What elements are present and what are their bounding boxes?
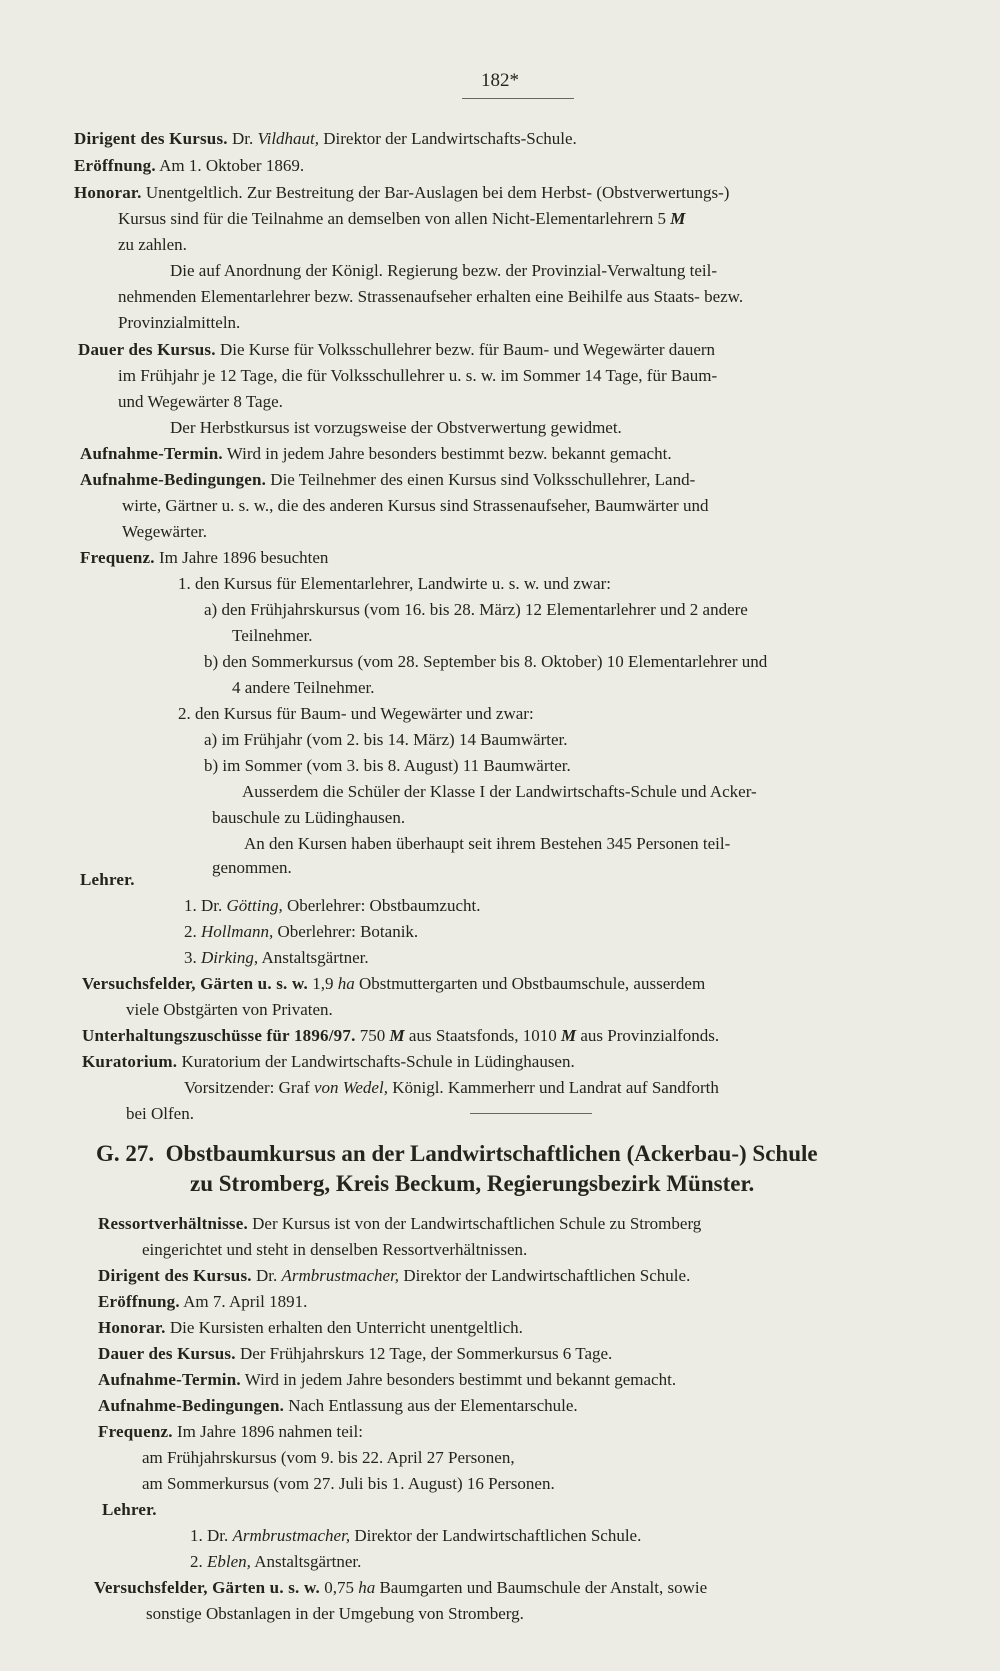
text-line: zu zahlen. xyxy=(118,235,187,254)
label: Dirigent des Kursus. xyxy=(74,129,228,148)
label: Eröffnung. xyxy=(98,1292,180,1311)
section-number: G. 27. xyxy=(96,1141,155,1166)
text-line: im Frühjahr je 12 Tage, die für Volksschullehrer u. s. w. im Sommer 14 Tage, für Baum- xyxy=(118,366,718,385)
teacher-item: 1. Dr. Götting, Oberlehrer: Obstbaumzucht. xyxy=(184,896,481,915)
person-name: Götting, xyxy=(226,896,283,915)
label: Eröffnung. xyxy=(74,156,156,175)
unit: ha xyxy=(337,974,355,993)
sec2-ressort-line: Ressortverhältnisse. Der Kursus ist von der Landwirtschaftlichen Schule zu Stromberg xyxy=(98,1214,702,1233)
person-name: von Wedel, xyxy=(313,1078,388,1097)
text-line: Vorsitzender: Graf von Wedel, Königl. Kammerherr und Landrat auf Sandforth xyxy=(184,1078,719,1097)
text-line: Der Herbstkursus ist vorzugsweise der Obstverwertung gewidmet. xyxy=(170,418,622,437)
text-line: Teilnehmer. xyxy=(232,626,313,645)
section-divider xyxy=(470,1113,592,1114)
text-line: Wegewärter. xyxy=(122,522,207,541)
section-heading xyxy=(96,1140,818,1168)
sec1-lehrer-line xyxy=(80,870,135,890)
mark-symbol: M xyxy=(670,209,686,228)
text-line: Provinzialmitteln. xyxy=(118,313,241,332)
list-item: b) im Sommer (vom 3. bis 8. August) 11 Baumwärter. xyxy=(204,756,571,775)
text-line: und Wegewärter 8 Tage. xyxy=(118,392,283,411)
text-line: bei Olfen. xyxy=(126,1104,194,1123)
text-line: eingerichtet und steht in denselben Ressortverhältnissen. xyxy=(142,1240,528,1259)
label: Frequenz. xyxy=(80,548,155,567)
text-line: An den Kursen haben überhaupt seit ihrem Bestehen 345 Personen teil- xyxy=(244,834,731,853)
list-item: a) den Frühjahrskursus (vom 16. bis 28. März) 12 Elementarlehrer und 2 andere xyxy=(204,600,748,619)
sec1-frequenz-line: Frequenz. Im Jahre 1896 besuchten xyxy=(80,548,329,567)
text-line: wirte, Gärtner u. s. w., die des anderen Kursus sind Strassenaufseher, Baumwärter und xyxy=(122,496,709,515)
label: Lehrer. xyxy=(102,1500,157,1519)
sec2-frequenz-line: Frequenz. Im Jahre 1896 nahmen teil: xyxy=(98,1422,363,1441)
person-name: Hollmann, xyxy=(201,922,274,941)
sec2-honorar-line: Honorar. Die Kursisten erhalten den Unterricht unentgeltlich. xyxy=(98,1318,523,1337)
sec1-aufnahme-bedingungen-line: Aufnahme-Bedingungen. Die Teilnehmer des einen Kursus sind Volksschullehrer, Land- xyxy=(80,470,696,489)
text-line: 4 andere Teilnehmer. xyxy=(232,678,375,697)
text-line: genommen. xyxy=(212,858,292,877)
label: Frequenz. xyxy=(98,1422,173,1441)
label: Lehrer. xyxy=(80,870,135,889)
text-line: Die auf Anordnung der Königl. Regierung bezw. der Provinzial-Verwaltung teil- xyxy=(170,261,717,280)
person-name: Dirking, xyxy=(201,948,259,967)
page-number: 182* xyxy=(481,70,519,91)
label: Honorar. xyxy=(74,183,142,202)
label: Aufnahme-Bedingungen. xyxy=(98,1396,285,1415)
sec2-aufnahme-bedingungen-line: Aufnahme-Bedingungen. Nach Entlassung aus der Elementarschule. xyxy=(98,1396,578,1415)
list-item: a) im Frühjahr (vom 2. bis 14. März) 14 Baumwärter. xyxy=(204,730,568,749)
list-item: b) den Sommerkursus (vom 28. September bis 8. Oktober) 10 Elementarlehrer und xyxy=(204,652,768,671)
text-line: bauschule zu Lüdinghausen. xyxy=(212,808,406,827)
sec2-dirigent-line: Dirigent des Kursus. Dr. Armbrustmacher, Direktor der Landwirtschaftlichen Schule. xyxy=(98,1266,691,1285)
text-line: am Frühjahrskursus (vom 9. bis 22. April 27 Personen, xyxy=(142,1448,515,1467)
label: Dirigent des Kursus. xyxy=(98,1266,252,1285)
text-line: viele Obstgärten von Privaten. xyxy=(126,1000,333,1019)
sec2-aufnahme-termin-line: Aufnahme-Termin. Wird in jedem Jahre besonders bestimmt und bekannt gemacht. xyxy=(98,1370,677,1389)
sec2-dauer-line: Dauer des Kursus. Der Frühjahrskurs 12 Tage, der Sommerkursus 6 Tage. xyxy=(98,1344,613,1363)
section-title-line-1: Obstbaumkursus an der Landwirtschaftlichen (Ackerbau-) Schule xyxy=(165,1141,818,1166)
label: Aufnahme-Termin. xyxy=(98,1370,241,1389)
teacher-item: 1. Dr. Armbrustmacher, Direktor der Landwirtschaftlichen Schule. xyxy=(190,1526,642,1545)
sec2-versuchsfelder-line: Versuchsfelder, Gärten u. s. w. 0,75 ha Baumgarten und Baumschule der Anstalt, sowie xyxy=(94,1578,708,1597)
sec1-aufnahme-termin-line: Aufnahme-Termin. Wird in jedem Jahre besonders bestimmt bezw. bekannt gemacht. xyxy=(80,444,672,463)
person-name: Eblen, xyxy=(207,1552,251,1571)
sec1-eroeffnung-line: Eröffnung. Am 1. Oktober 1869. xyxy=(74,156,305,175)
label: Aufnahme-Bedingungen. xyxy=(80,470,267,489)
sec2-eroeffnung-line: Eröffnung. Am 7. April 1891. xyxy=(98,1292,308,1311)
label: Dauer des Kursus. xyxy=(78,340,216,359)
mark-symbol: M xyxy=(560,1026,577,1045)
text-line: am Sommerkursus (vom 27. Juli bis 1. August) 16 Personen. xyxy=(142,1474,555,1493)
label: Dauer des Kursus. xyxy=(98,1344,236,1363)
text-line: Kursus sind für die Teilnahme an demselben von allen Nicht-Elementarlehrern 5 M xyxy=(118,209,686,228)
list-item: 1. den Kursus für Elementarlehrer, Landwirte u. s. w. und zwar: xyxy=(178,574,611,593)
text-line: Ausserdem die Schüler der Klasse I der Landwirtschafts-Schule und Acker- xyxy=(242,782,757,801)
teacher-item: 2. Hollmann, Oberlehrer: Botanik. xyxy=(184,922,419,941)
label: Versuchsfelder, Gärten u. s. w. xyxy=(82,974,308,993)
teacher-item: 3. Dirking, Anstaltsgärtner. xyxy=(184,948,369,967)
sec2-lehrer-line xyxy=(102,1500,157,1520)
text-line: nehmenden Elementarlehrer bezw. Strassenaufseher erhalten eine Beihilfe aus Staats- bezw. xyxy=(118,287,744,306)
person-name: Vildhaut, xyxy=(257,129,320,148)
label: Aufnahme-Termin. xyxy=(80,444,223,463)
page-number-underline xyxy=(462,98,574,99)
label: Kuratorium. xyxy=(82,1052,178,1071)
list-item: 2. den Kursus für Baum- und Wegewärter und zwar: xyxy=(178,704,534,723)
unit: ha xyxy=(358,1578,376,1597)
mark-symbol: M xyxy=(389,1026,405,1045)
label: Unterhaltungszuschüsse für 1896/97. xyxy=(82,1026,356,1045)
label: Ressortverhältnisse. xyxy=(98,1214,248,1233)
person-name: Armbrustmacher, xyxy=(281,1266,400,1285)
text-line: sonstige Obstanlagen in der Umgebung von Stromberg. xyxy=(146,1604,524,1623)
label: Honorar. xyxy=(98,1318,166,1337)
teacher-item: 2. Eblen, Anstaltsgärtner. xyxy=(190,1552,362,1571)
section-title-line-2: zu Stromberg, Kreis Beckum, Regierungsbezirk Münster. xyxy=(190,1171,755,1196)
sec1-kuratorium-line: Kuratorium. Kuratorium der Landwirtschafts-Schule in Lüdinghausen. xyxy=(82,1052,575,1071)
sec1-honorar-line: Honorar. Unentgeltlich. Zur Bestreitung der Bar-Auslagen bei dem Herbst- (Obstverwertungs-) xyxy=(74,183,730,202)
sec1-versuchsfelder-line: Versuchsfelder, Gärten u. s. w. 1,9 ha Obstmuttergarten und Obstbaumschule, ausserdem xyxy=(82,974,706,993)
label: Versuchsfelder, Gärten u. s. w. xyxy=(94,1578,320,1597)
person-name: Armbrustmacher, xyxy=(232,1526,351,1545)
sec1-zuschuesse-line: Unterhaltungszuschüsse für 1896/97. 750 M aus Staatsfonds, 1010 M aus Provinzialfonds. xyxy=(82,1026,720,1045)
sec1-dirigent-line: Dirigent des Kursus. Dr. Vildhaut, Direktor der Landwirtschafts-Schule. xyxy=(74,129,577,148)
sec1-dauer-line: Dauer des Kursus. Die Kurse für Volksschullehrer bezw. für Baum- und Wegewärter dauern xyxy=(78,340,716,359)
